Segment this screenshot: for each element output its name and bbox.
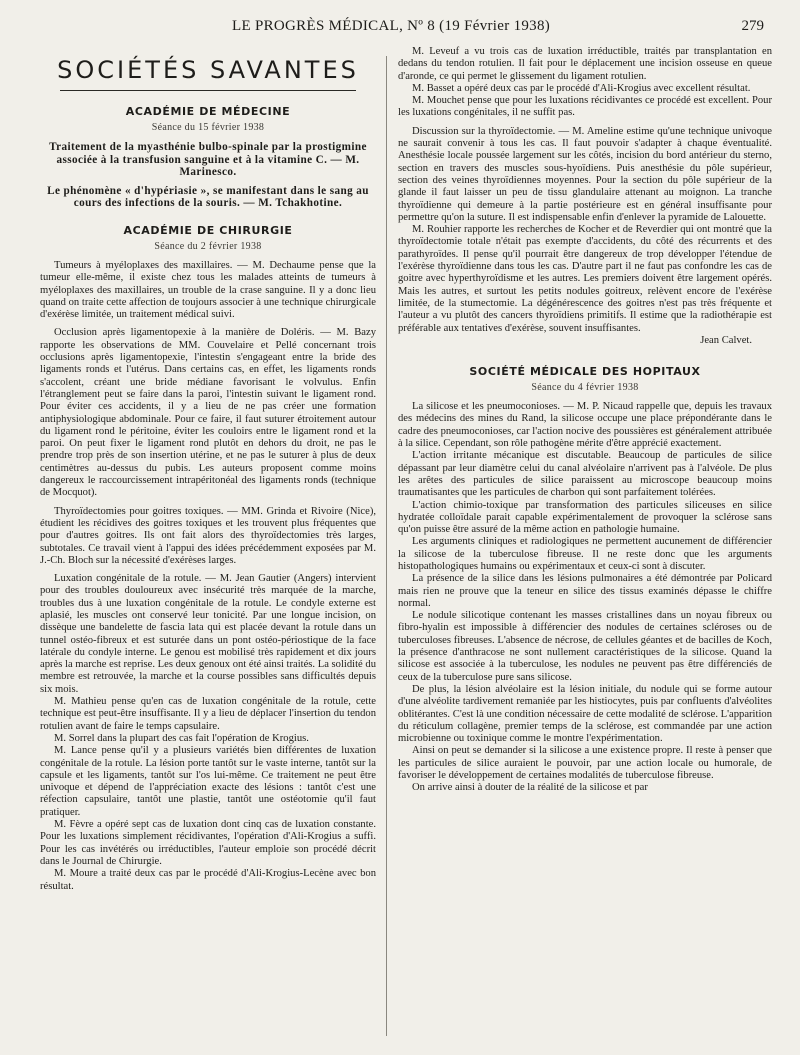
article-paragraph: Occlusion après ligamentopexie à la manière de Doléris. — M. Bazy rapporte les observations de MM. Couvelaire et Pellé concernant trois occlusions après ligamentopexie, l'intestin s'engageant entre la bride des ligaments ronds et l'utérus. Dans certains cas, en effet, les ligaments ronds s'accolent, créant une bride médiane favorisant le volvulus. Enfin l'étranglement peut se faire dans la paroi, l'intestin suivant le ligament rond. Pour éviter ces accidents, il y a lieu de ne pas créer une formation antiphysiologique abdominale. Pour ce faire, il faut suturer étroitement autour du ligament rond le péritoine, éviter les couloirs entre le ligament rond et la paroi. On peut fixer le ligament rond plutôt en dehors du droit, ne pas le prendre trop près de son insertion utérine, et ne pas le suturer à plus de deux centimètres au-dessus du pubis. Les auteurs proposent comme moins dangereux le raccourcissement intrapéritonéal des ligaments ronds (technique de Mocquot).: [40, 327, 376, 499]
session-date: Séance du 4 février 1938: [531, 382, 639, 394]
article-paragraph: Tumeurs à myéloplaxes des maxillaires. — M. Dechaume pense que la tumeur elle-même, il existe chez tous les malades atteints de tumeurs à myéloplaxes des maxillaires, un trouble de la crase sanguine. Il y a donc lieu quand on traite cette affection de toujours associer à une technique chirurgicale d'exérèse limitée, un traitement médical suivi.: [40, 259, 376, 321]
article-paragraph: M. Leveuf a vu trois cas de luxation irréductible, traités par transplantation en dedans du tendon rotulien. Il fait pour le déplacement une incision osseuse en queue d'aronde, ce qui permet le glissement du ligament rotulien.: [398, 46, 772, 82]
article-paragraph: Les arguments cliniques et radiologiques ne permettent aucunement de différencier la silicose de la tuberculose fibreuse. Il ne reste donc que les arguments histopathologiques humains ou expérimentaux et ceux-ci sont à discuter.: [398, 536, 772, 572]
society-heading-academie-medecine: ACADÉMIE DE MÉDECINE: [125, 105, 291, 118]
society-heading-societe-hopitaux: SOCIÉTÉ MÉDICALE DES HOPITAUX: [469, 365, 701, 379]
running-header: [42, 18, 764, 40]
article-paragraph: Ainsi on peut se demander si la silicose a une existence propre. Il reste à penser que les particules de silice auraient le pouvoir, par une action locale ou humorale, de favoriser le développement de certaines modalités de tuberculose fibreuse.: [398, 745, 772, 782]
article-paragraph: Le nodule silicotique contenant les masses cristallines dans un noyau fibreux ou fibro-hyalin est impossible à différencier des nodules de certaines scléroses ou de tuberculoses fibreuses. L'absence de nécrose, de cellules géantes et de bacilles de Koch, la présence d'anthracose ne sont nullement caractéristiques de la silicose. Quand la silicose est associée à la tuberculose, les nodules ne peuvent pas être différenciés de ceux de la tuberculose pure sans silicose.: [398, 610, 772, 683]
article-paragraph: La présence de la silice dans les lésions pulmonaires a été démontrée par Policard mais rien ne prouve que la teneur en silice des tissus examinés dépasse le chiffre normal.: [398, 573, 772, 609]
society-heading-academie-chirurgie: ACADÉMIE DE CHIRURGIE: [123, 223, 293, 237]
article-paragraph: L'action irritante mécanique est discutable. Beaucoup de particules de silice dépassant par leur diamètre celui du canal alvéolaire n'arrivent pas à l'alvéole. De plus les arêtes des particules de silice paraissent au microscope beaucoup moins traumatisantes que les particules de charbon qui sont parfaitement tolérées.: [398, 450, 772, 499]
title-rule: [60, 90, 356, 91]
article-paragraph: La silicose et les pneumoconioses. — M. P. Nicaud rappelle que, depuis les travaux des médecins des mines du Rand, la silicose occupe une place prépondérante dans le cadre des pneumoconioses, car l'action nocive des poussières est généralement attribuée à la silice. Cependant, son rôle pathogène mérite d'être apprécié exactement.: [398, 401, 772, 450]
article-paragraph: Luxation congénitale de la rotule. — M. Jean Gautier (Angers) intervient pour des troubles douloureux avec insécurité très marquée de la marche, troubles dus à une luxation congénitale de la rotule. Le condyle externe est aplasié, les muscles ont conservé leur tonicité. Par une longue incision, on dissèque une bandelette de fascia lata qui est placée devant la rotule dans un tunnel ostéo-fibreux et est suturée dans un pont ostéo-périostique de la face latérale du condyle interne. Le genou est mobilisé très rapidement et dix jours après la marche est reprise. Les deux genoux ont été ainsi traités. La solidité du membre est retrouvée, la marche et la course possibles sans difficultés depuis six mois.: [40, 573, 376, 695]
article-paragraph: M. Moure a traité deux cas par le procédé d'Ali-Krogius-Lecène avec bon résultat.: [40, 868, 376, 892]
section-title: SOCIÉTÉS SAVANTES: [57, 56, 359, 84]
article-paragraph: L'action chimio-toxique par transformation des particules siliceuses en silice hydratée colloïdale parait capable expérimentalement de provoquer la sclérose sans qu'on puisse être assuré de la même action en pathologie humaine.: [398, 499, 772, 536]
article-paragraph: M. Lance pense qu'il y a plusieurs variétés bien différentes de luxation congénitale de la rotule. La lésion porte tantôt sur le vaste interne, tantôt sur la capsule et les ligaments, tantôt sur l'os lui-même. Ce traitement ne peut être univoque et dépend de l'appréciation exacte des lésions : tantôt c'est une réfection capsulaire, tantôt une plastie, tantôt une ostéotomie qu'il faut pratiquer.: [40, 745, 376, 818]
article-paragraph: M. Rouhier rapporte les recherches de Kocher et de Reverdier qui ont montré que la thyroïdectomie totale n'était pas exempte d'accidents, du côté des récurrents et des parathyroïdes. Il pense qu'il pourrait être dangereux de trop développer l'étendue de l'exérèse thyroïdienne dans tous les cas. D'autre part il ne faut pas confondre les cas de goitre avec hyperthyroïdisme et les autres. Les premiers doivent être largement opérés. Mais les autres, et surtout les petits nodules goitreux, relèvent encore de l'exérèse limitée, de la stumectomie. La dégénérescence des goitres n'est pas très fréquente et l'auteur a vu plutôt des cancers thyroïdiens primitifs. Il estime que la radiothérapie est préférable aux tentatives d'exérèse, souvent insuffisantes.: [398, 224, 772, 334]
page-number: 279: [741, 18, 764, 34]
article-paragraph: M. Sorrel dans la plupart des cas fait l'opération de Krogius.: [54, 732, 309, 744]
article-paragraph: M. Fèvre a opéré sept cas de luxation dont cinq cas de luxation constante. Pour les luxations simplement récidivantes, l'opération d'Ali-Krogius a suffi. Pour les cas invétérés ou irréductibles, l'auteur emploie son procédé décrit dans le Journal de Chirurgie.: [40, 819, 376, 867]
article-paragraph: Thyroïdectomies pour goitres toxiques. — MM. Grinda et Rivoire (Nice), étudient les récidives des goitres toxiques et les trouvent plus fréquentes que pour d'autres goitres. Ils ont fait alors des thyroïdectomies très larges, subtotales. Ce travail vient à l'appui des idées précédemment exposées par M. J.-Ch. Bloch sur la nécessité d'exérèses larges.: [40, 505, 376, 566]
running-title: LE PROGRÈS MÉDICAL, Nº 8 (19 Février 1938): [232, 18, 551, 34]
session-date: Séance du 2 février 1938: [154, 240, 262, 252]
article-paragraph: On arrive ainsi à douter de la réalité de la silicose et par: [412, 782, 648, 794]
left-column: [40, 46, 376, 893]
article-paragraph: Discussion sur la thyroïdectomie. — M. Ameline estime qu'une technique univoque ne saurait convenir à tous les cas. Il faut pouvoir s'adapter à chaque éventualité. Anesthésie locale poussée largement sur les côtés, incision du bord antérieur du sterno, section en travers des muscles sous-hyoïdiens. Puis anesthésie du pôle supérieur, section des veines thyroïdiennes moyennes. Pour la section du pôle supérieur de la glande il faut laisser un peu de tissu glandulaire attenant au moignon. La tranche thyroïdienne qui demeure à la partie postérieure est en général insuffisante pour permettre qu'on la suture. Il est indispensable enfin d'enlever la pyramide de Lalouette.: [398, 125, 772, 223]
session-date: Séance du 15 février 1938: [151, 122, 265, 133]
article-paragraph: M. Mathieu pense qu'en cas de luxation congénitale de la rotule, cette technique est peut-être insuffisante. Il y a lieu de déplacer l'insertion du tendon rotulien avant de faire le temps capsulaire.: [40, 696, 376, 732]
article-title: Le phénomène « d'hypériasie », se manifestant dans le sang au cours des infections de la souris. — M. Tchakhotine.: [47, 184, 369, 210]
article-paragraph: M. Mouchet pense que pour les luxations récidivantes ce procédé est excellent. Pour les luxations congénitales, il ne suffit pas.: [398, 95, 772, 119]
column-divider: [386, 56, 387, 1036]
article-paragraph: M. Basset a opéré deux cas par le procédé d'Ali-Krogius avec excellent résultat.: [412, 82, 751, 94]
right-column: [398, 46, 772, 795]
article-paragraph: De plus, la lésion alvéolaire est la lésion initiale, du nodule qui se forme autour d'une alvéolite tardivement remaniée par les histiocytes, puis par confluents d'alvéolites oblitérantes. C'est là une condition nécessaire de cette modalité de sclérose. L'apparition du réticulum collagène, premier temps de la sclérose, est commandée par une action microbienne ou toxinique comme le montre l'expérimentation.: [398, 683, 772, 745]
article-title: Traitement de la myasthénie bulbo-spinale par la prostigmine associée à la transfusion sanguine et à la vitamine C. — M. Marinesco.: [49, 141, 367, 179]
author-signature: Jean Calvet.: [700, 334, 752, 346]
